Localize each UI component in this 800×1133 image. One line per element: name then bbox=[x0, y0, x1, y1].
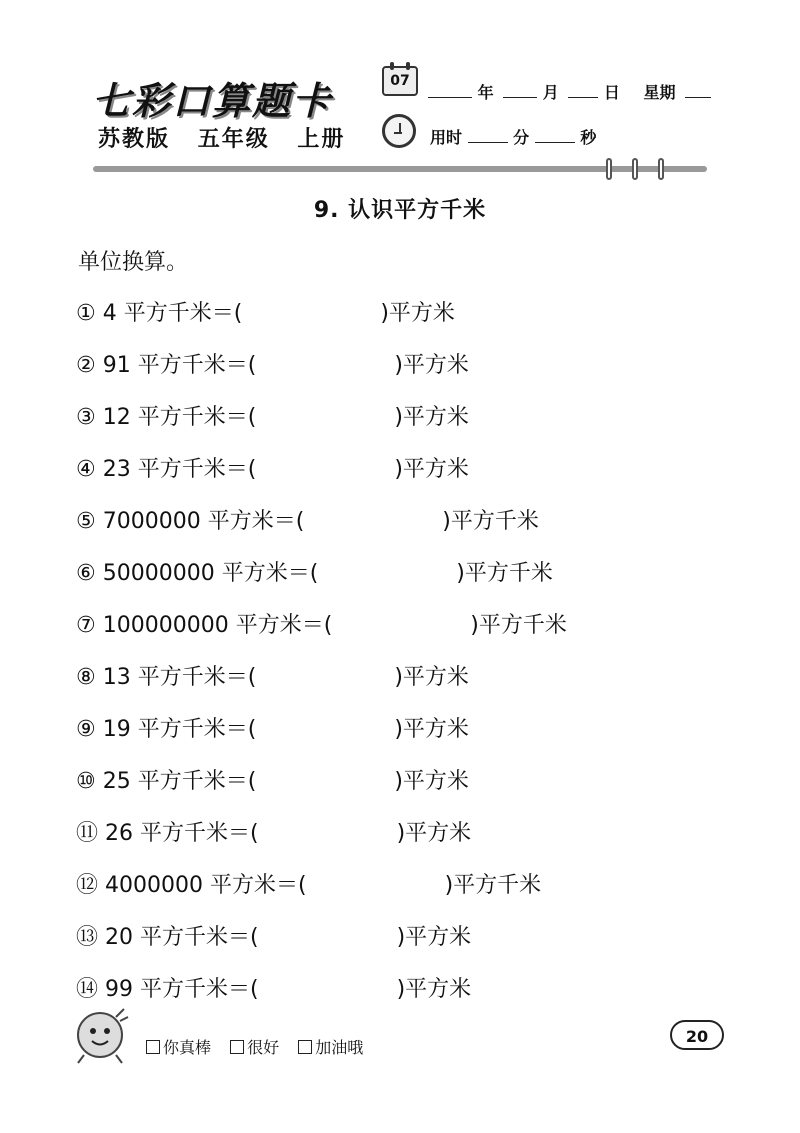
binder-ring-icon bbox=[632, 158, 638, 180]
minute-label: 分 bbox=[513, 128, 530, 147]
problem-item bbox=[76, 504, 539, 535]
problem-left: 91 平方千米＝( bbox=[102, 353, 257, 378]
weekday-label: 星期 bbox=[643, 83, 676, 102]
problem-right: )平方千米 bbox=[444, 873, 542, 898]
problem-item bbox=[76, 556, 553, 587]
problem-item bbox=[76, 764, 469, 795]
problem-left: 50000000 平方米＝( bbox=[102, 561, 319, 586]
problem-item bbox=[76, 608, 567, 639]
problem-right: )平方米 bbox=[396, 925, 472, 950]
problem-item bbox=[76, 296, 455, 327]
mascot-icon bbox=[70, 1005, 132, 1067]
checkbox[interactable] bbox=[230, 1040, 244, 1054]
problem-number: ② bbox=[76, 353, 96, 378]
problem-number: ⑪ bbox=[76, 821, 99, 846]
problem-left: 20 平方千米＝( bbox=[105, 925, 259, 950]
date-fields bbox=[428, 80, 711, 103]
second-blank[interactable] bbox=[535, 141, 575, 143]
instruction-text: 单位换算。 bbox=[78, 250, 189, 275]
problem-item bbox=[76, 452, 469, 483]
clock-icon bbox=[382, 114, 416, 148]
rating-option-keep-going[interactable]: 加油哦 bbox=[298, 1038, 363, 1057]
problem-right: )平方米 bbox=[380, 301, 455, 326]
problem-left: 23 平方千米＝( bbox=[102, 457, 257, 482]
problem-right: )平方米 bbox=[394, 353, 469, 378]
problem-item bbox=[76, 712, 469, 743]
problem-item bbox=[76, 816, 471, 847]
binder-ring-icon bbox=[658, 158, 664, 180]
problem-number: ③ bbox=[76, 405, 96, 430]
day-blank[interactable] bbox=[568, 96, 598, 98]
minute-blank[interactable] bbox=[468, 141, 508, 143]
checkbox[interactable] bbox=[146, 1040, 160, 1054]
problem-right: )平方千米 bbox=[456, 561, 553, 586]
problem-number: ⑨ bbox=[76, 717, 96, 742]
header-divider bbox=[93, 166, 707, 172]
problem-left: 7000000 平方米＝( bbox=[102, 509, 305, 534]
problem-number: ⑬ bbox=[76, 925, 99, 950]
page-number: 20 bbox=[670, 1020, 724, 1050]
problem-left: 26 平方千米＝( bbox=[105, 821, 259, 846]
problem-item bbox=[76, 868, 541, 899]
problem-number: ⑫ bbox=[76, 873, 99, 898]
problem-right: )平方米 bbox=[394, 717, 469, 742]
brand-title: 七彩口算题卡 bbox=[92, 78, 333, 123]
problem-right: )平方米 bbox=[394, 405, 469, 430]
time-used-label: 用时 bbox=[430, 128, 463, 147]
problem-right: )平方米 bbox=[394, 457, 469, 482]
day-label: 日 bbox=[603, 83, 620, 102]
problem-left: 25 平方千米＝( bbox=[102, 769, 257, 794]
problem-number: ⑭ bbox=[76, 977, 99, 1002]
edition-info bbox=[98, 122, 363, 153]
problem-left: 99 平方千米＝( bbox=[105, 977, 259, 1002]
weekday-blank[interactable] bbox=[685, 96, 711, 98]
problem-number: ⑦ bbox=[76, 613, 96, 638]
rating-option-good[interactable]: 很好 bbox=[230, 1038, 279, 1057]
problem-left: 4 平方千米＝( bbox=[102, 301, 243, 326]
edition-publisher: 苏教版 bbox=[98, 127, 171, 152]
time-fields bbox=[430, 125, 596, 148]
year-blank[interactable] bbox=[428, 96, 472, 98]
problem-number: ⑥ bbox=[76, 561, 96, 586]
binder-ring-icon bbox=[606, 158, 612, 180]
problem-right: )平方千米 bbox=[442, 509, 539, 534]
problem-number: ④ bbox=[76, 457, 96, 482]
problem-right: )平方米 bbox=[394, 665, 469, 690]
problem-left: 4000000 平方米＝( bbox=[105, 873, 307, 898]
calendar-number: 07 bbox=[390, 73, 410, 89]
problem-left: 12 平方千米＝( bbox=[102, 405, 257, 430]
problem-left: 100000000 平方米＝( bbox=[102, 613, 333, 638]
problem-right: )平方千米 bbox=[470, 613, 567, 638]
month-label: 月 bbox=[542, 83, 559, 102]
problem-right: )平方米 bbox=[396, 977, 472, 1002]
problem-left: 13 平方千米＝( bbox=[102, 665, 257, 690]
lesson-title: 9. 认识平方千米 bbox=[313, 198, 487, 223]
problem-item bbox=[76, 400, 469, 431]
year-label: 年 bbox=[477, 83, 494, 102]
rating-option-great[interactable]: 你真棒 bbox=[146, 1038, 211, 1057]
problem-number: ⑤ bbox=[76, 509, 96, 534]
problem-right: )平方米 bbox=[396, 821, 472, 846]
problem-item bbox=[76, 972, 471, 1003]
problem-number: ⑩ bbox=[76, 769, 96, 794]
self-rating bbox=[146, 1035, 377, 1058]
checkbox[interactable] bbox=[298, 1040, 312, 1054]
second-label: 秒 bbox=[580, 128, 597, 147]
problem-right: )平方米 bbox=[394, 769, 469, 794]
problem-number: ① bbox=[76, 301, 96, 326]
problem-left: 19 平方千米＝( bbox=[102, 717, 257, 742]
month-blank[interactable] bbox=[503, 96, 537, 98]
problem-item bbox=[76, 348, 469, 379]
edition-grade: 五年级 bbox=[197, 127, 270, 152]
problem-number: ⑧ bbox=[76, 665, 96, 690]
edition-volume: 上册 bbox=[297, 127, 346, 152]
problem-item bbox=[76, 920, 471, 951]
problem-item bbox=[76, 660, 469, 691]
calendar-icon bbox=[382, 66, 418, 96]
